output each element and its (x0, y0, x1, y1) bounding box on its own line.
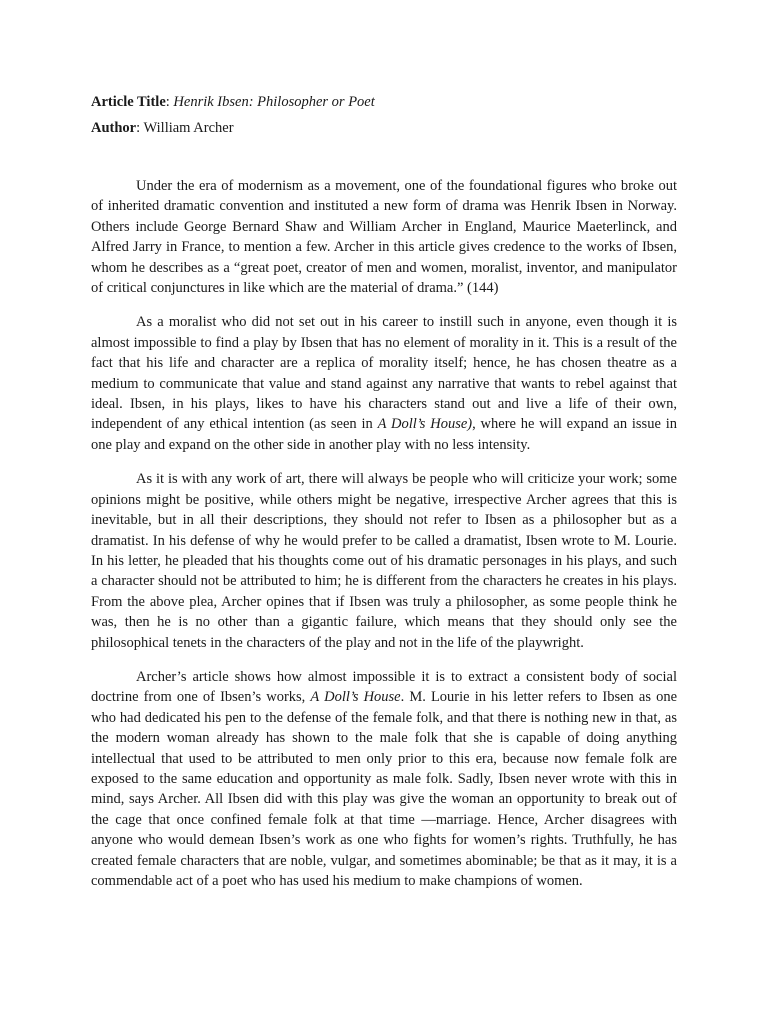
article-body (91, 176, 677, 891)
paragraph-2-text-b: , where he will expand an issue in one play and expand on the other side in another play with no less intensity. (91, 416, 677, 453)
document-page (91, 92, 677, 905)
paragraph-1-text: Under the era of modernism as a movement, one of the foundational figures who broke out of inherited dramatic convention and instituted a new form of drama was Henrik Ibsen in Norway. Others include George Bernard Shaw and William Archer in England, Maurice Maeterlinck, and Alfred Jarry in France, to mention a few. Archer in this article gives credence to the works of Ibsen, whom he describes as a “great poet, creator of men and women, moralist, inventor, and manipulator of critical conjunctures in like which are the material of drama.” (144) (91, 178, 677, 297)
author-separator: : (136, 120, 144, 136)
author-value: William Archer (143, 120, 234, 136)
article-title-label: Article Title (91, 94, 166, 110)
author-label: Author (91, 120, 137, 136)
paragraph-2-text-a: As a moralist who did not set out in his career to instill such in anyone, even though it is almost impossible to find a play by Ibsen that has no element of morality in it. This is a result of the fact that his life and character are a replica of morality itself; hence, he has chosen theatre as a medium to communicate that value and stand against any narrative that wants to rebel against that ideal. Ibsen, in his plays, likes to have his characters stand out and live a life of their own, independent of any ethical intention (as seen in (91, 314, 677, 433)
article-title-line (91, 92, 677, 112)
paragraph-4-play-title: A Doll’s House (310, 689, 401, 706)
paragraph-4-text-a: Archer’s article shows how almost impossible it is to extract a consistent body of social doctrine from one of Ibsen’s works, (91, 668, 677, 706)
article-title-separator: : (165, 94, 174, 110)
paragraph-3-text: As it is with any work of art, there will always be people who will criticize your work; some opinions might be positive, while others might be negative, irrespective Archer agrees that this is inevitable, but in all their descriptions, they should not refer to Ibsen as a philosopher but as a dramatist. In his defense of why he would prefer to be called a dramatist, Ibsen wrote to M. Lourie. In his letter, he pleaded that his thoughts come out of his dramatic personages in his plays, and such a character should not be attributed to him; he is different from the characters he creates in his plays. From the above plea, Archer opines that if Ibsen was truly a philosopher, as some people think he was, then he is no other than a gigantic failure, which means that they should only see the philosophical tenets in the characters of the play and not in the life of the playwright. (91, 471, 677, 651)
paragraph-4 (91, 667, 677, 891)
paragraph-1 (91, 176, 677, 298)
paragraph-3 (91, 469, 677, 653)
paragraph-4-text-b: . M. Lourie in his letter refers to Ibsen as one who had dedicated his pen to the defense of the female folk, and that there is nothing new in that, as the modern woman already has shown to the male folk that she is capable of doing anything intellectual that used to be attributed to men only prior to this era, because now female folk are exposed to the same education and opportunity as male folk. Sadly, Ibsen never wrote with this in mind, says Archer. All Ibsen did with this play was give the woman an opportunity to break out of the cage that once confined female folk at that time —marriage. Hence, Archer disagrees with anyone who would demean Ibsen’s work as one who fights for women’s rights. Truthfully, he has created female characters that are noble, vulgar, and sometimes abominable; be that as it may, it is a commendable act of a poet who has used his medium to make champions of women. (91, 689, 678, 889)
author-line (91, 118, 677, 138)
paragraph-2-play-title: A Doll’s House) (377, 416, 473, 433)
article-title-value: Henrik Ibsen: Philosopher or Poet (173, 94, 375, 110)
paragraph-2 (91, 312, 677, 455)
